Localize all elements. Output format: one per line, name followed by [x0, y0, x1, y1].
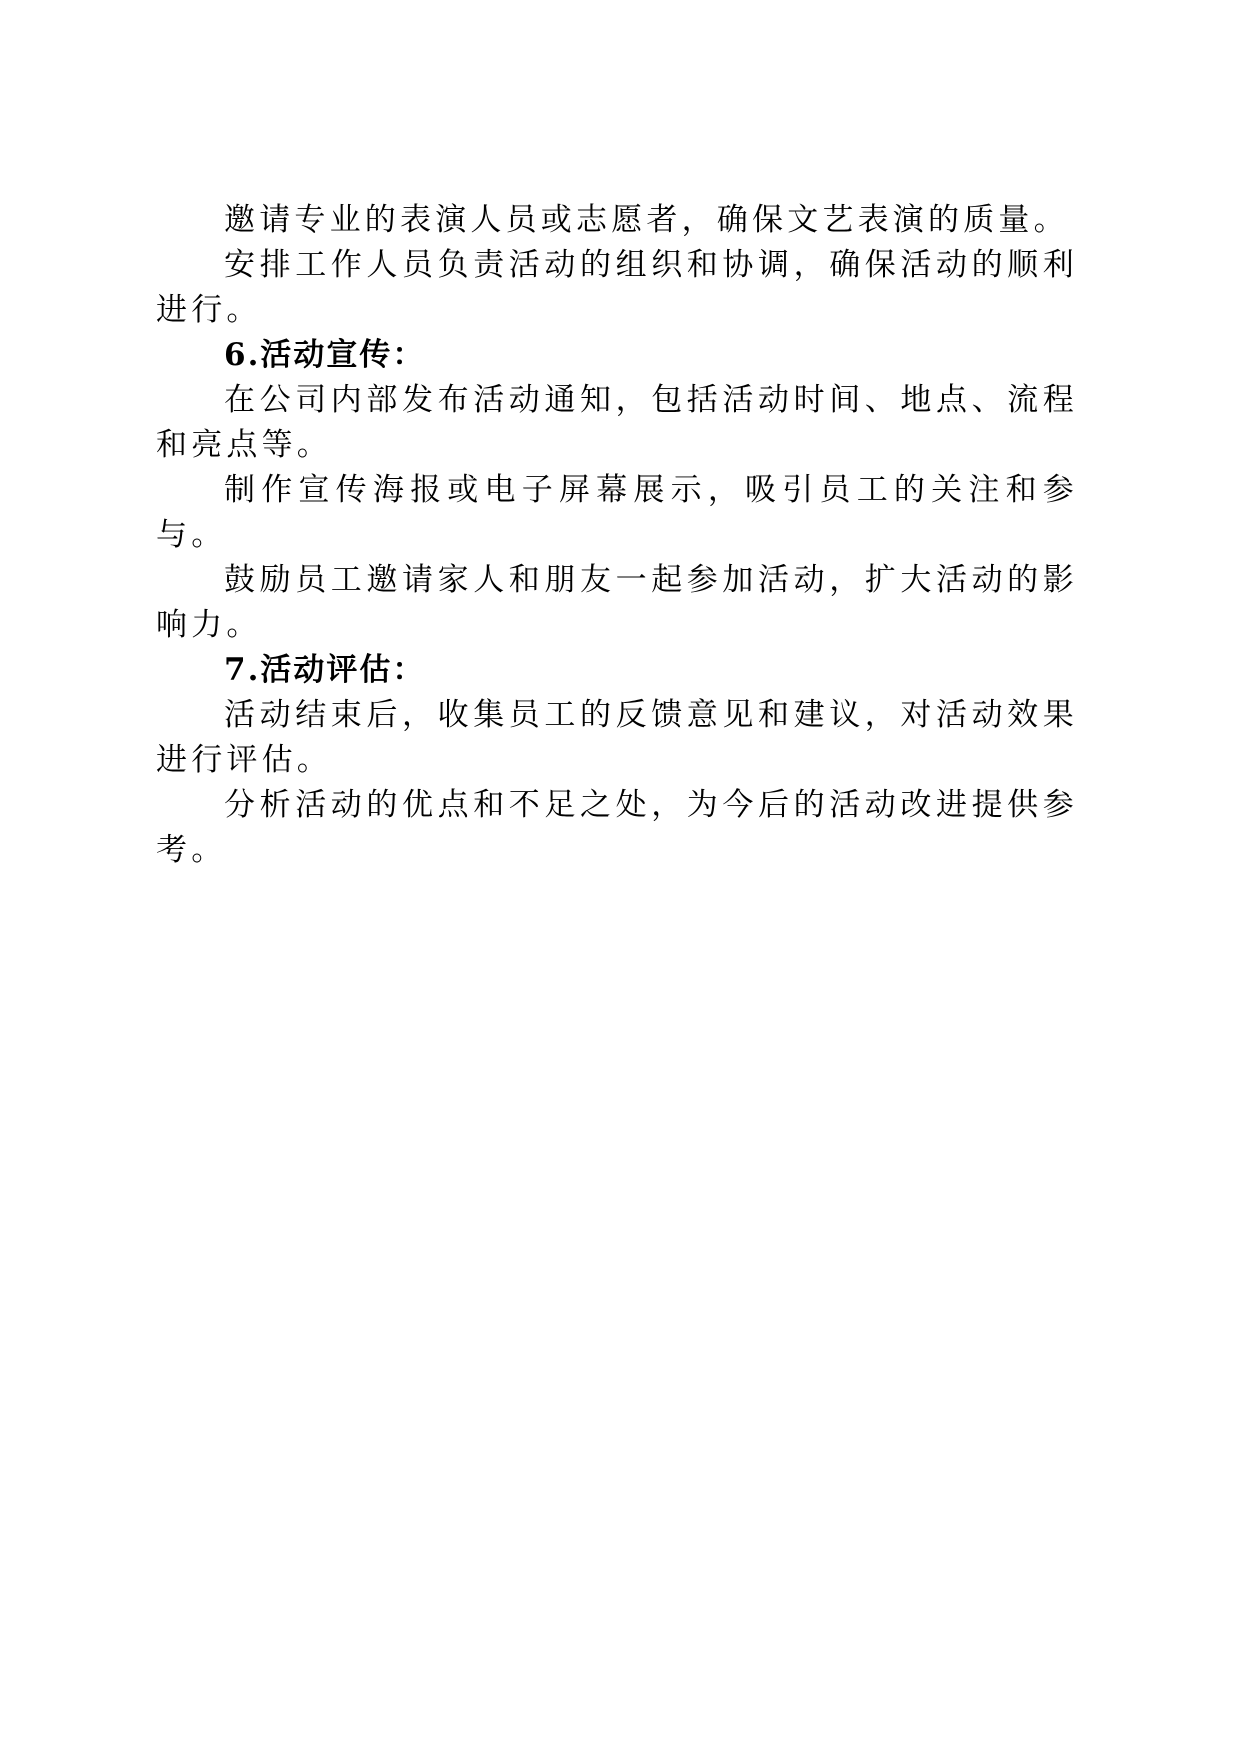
section-heading-promotion: 6.活动宣传： [224, 337, 426, 373]
paragraph-analyze: 分析活动的优点和不足之处，为今后的活动改进提供参考。 [156, 787, 1078, 868]
paragraph-collect-feedback: 活动结束后，收集员工的反馈意见和建议，对活动效果进行评估。 [156, 697, 1078, 778]
paragraph-posters: 制作宣传海报或电子屏幕展示，吸引员工的关注和参与。 [156, 472, 1078, 553]
document-body [156, 198, 1078, 873]
paragraph-publish-notice: 在公司内部发布活动通知，包括活动时间、地点、流程和亮点等。 [156, 382, 1078, 463]
section-heading-evaluation: 7.活动评估： [224, 652, 426, 688]
paragraph-invite-performers: 邀请专业的表演人员或志愿者，确保文艺表演的质量。 [224, 202, 1069, 238]
paragraph-arrange-staff: 安排工作人员负责活动的组织和协调，确保活动的顺利进行。 [156, 247, 1078, 328]
paragraph-invite-family: 鼓励员工邀请家人和朋友一起参加活动，扩大活动的影响力。 [156, 562, 1078, 643]
